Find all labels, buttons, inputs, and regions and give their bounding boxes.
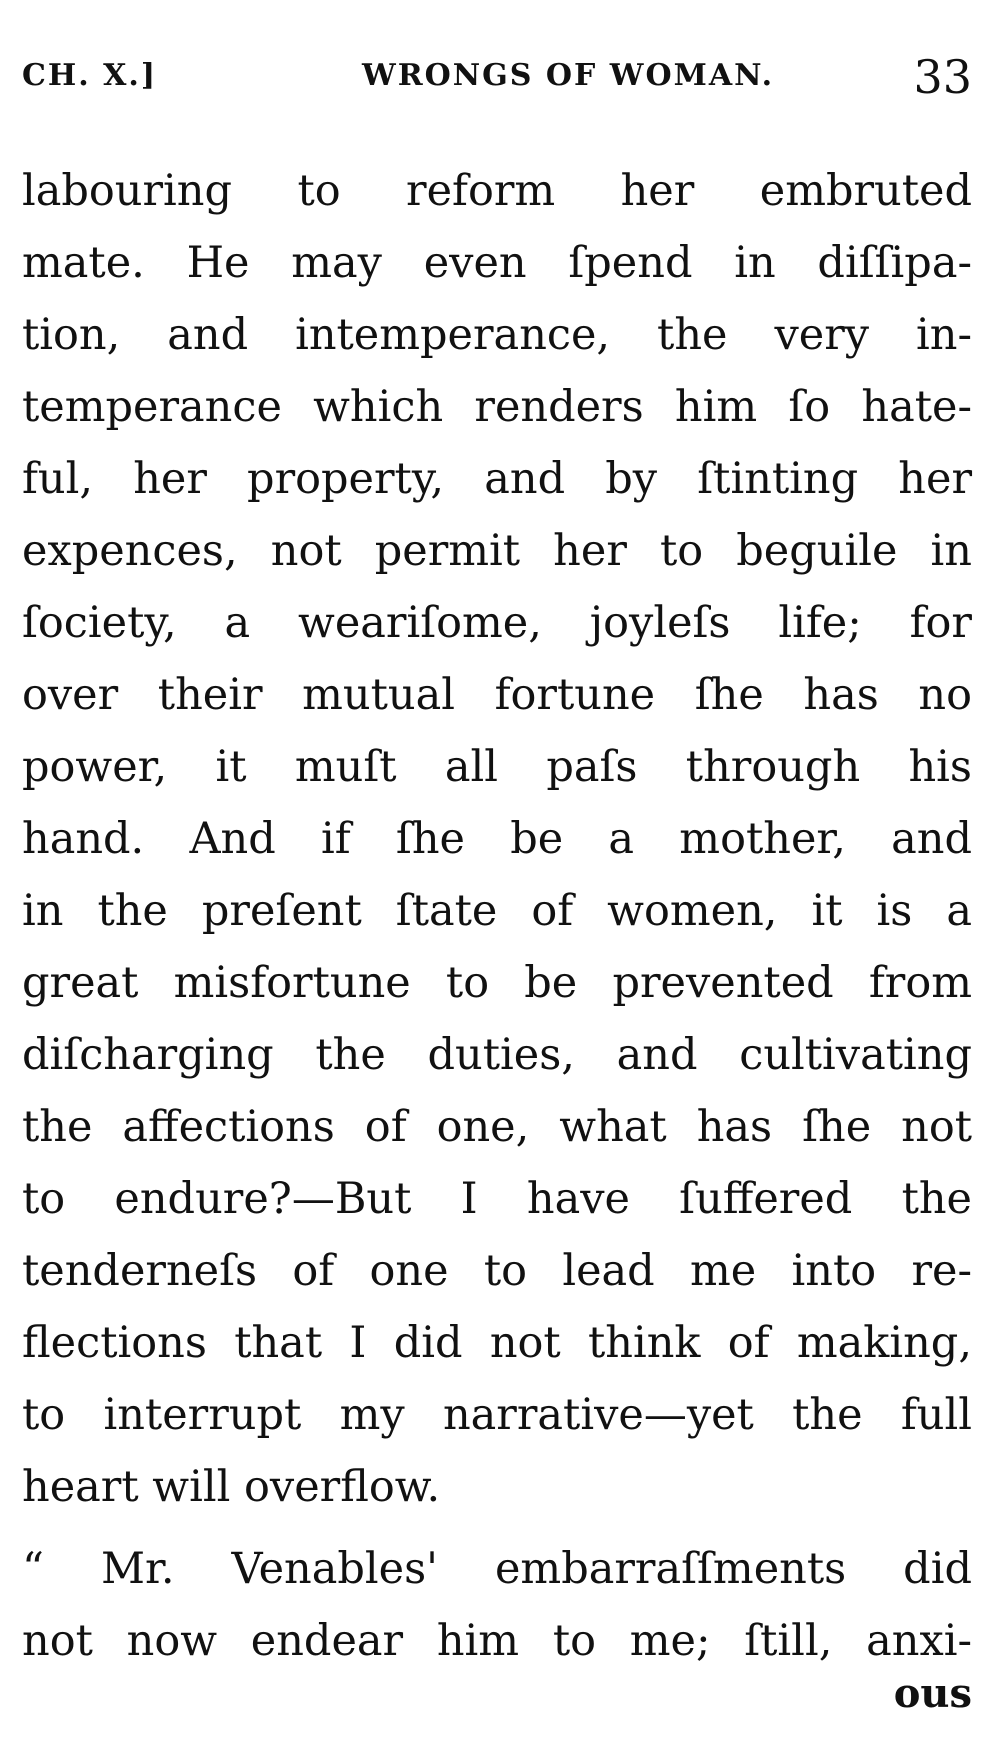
paragraph xyxy=(22,1533,972,1677)
text-line: to interrupt my narrative—yet the full xyxy=(22,1390,972,1440)
text-line: expences, not permit her to beguile in xyxy=(22,526,972,576)
text-line: power, it muſt all paſs through his xyxy=(22,742,972,792)
catchword: ous xyxy=(893,1670,972,1717)
text-line: mate. He may even ſpend in diſſipa- xyxy=(22,238,972,288)
page-number: 33 xyxy=(913,50,972,104)
text-line: ful, her property, and by ſtinting her xyxy=(22,454,972,504)
chapter-label: CH. X.] xyxy=(22,58,158,93)
text-line: diſcharging the duties, and cultivating xyxy=(22,1030,972,1080)
text-line: tion, and intemperance, the very in- xyxy=(22,310,972,360)
text-line: over their mutual fortune ſhe has no xyxy=(22,670,972,720)
text-line: “ Mr. Venables' embarraſſments did xyxy=(22,1544,972,1594)
text-line: temperance which renders him ſo hate- xyxy=(22,382,972,432)
text-line: not now endear him to me; ſtill, anxi- xyxy=(22,1616,972,1666)
text-line: flections that I did not think of making, xyxy=(22,1318,972,1368)
text-line: to endure?—But I have ſuffered the xyxy=(22,1174,972,1224)
running-title: WRONGS OF WOMAN. xyxy=(362,58,775,93)
paragraph xyxy=(22,155,972,1523)
running-header xyxy=(22,50,972,110)
text-line: tenderneſs of one to lead me into re- xyxy=(22,1246,972,1296)
text-line: great misfortune to be prevented from xyxy=(22,958,972,1008)
text-line: hand. And if ſhe be a mother, and xyxy=(22,814,972,864)
body-text xyxy=(22,155,972,1677)
text-line: in the preſent ſtate of women, it is a xyxy=(22,886,972,936)
text-line: ſociety, a weariſome, joyleſs life; for xyxy=(22,598,972,648)
text-line: labouring to reform her embruted xyxy=(22,166,972,216)
text-line: heart will overflow. xyxy=(22,1462,441,1512)
text-line: the affections of one, what has ſhe not xyxy=(22,1102,972,1152)
